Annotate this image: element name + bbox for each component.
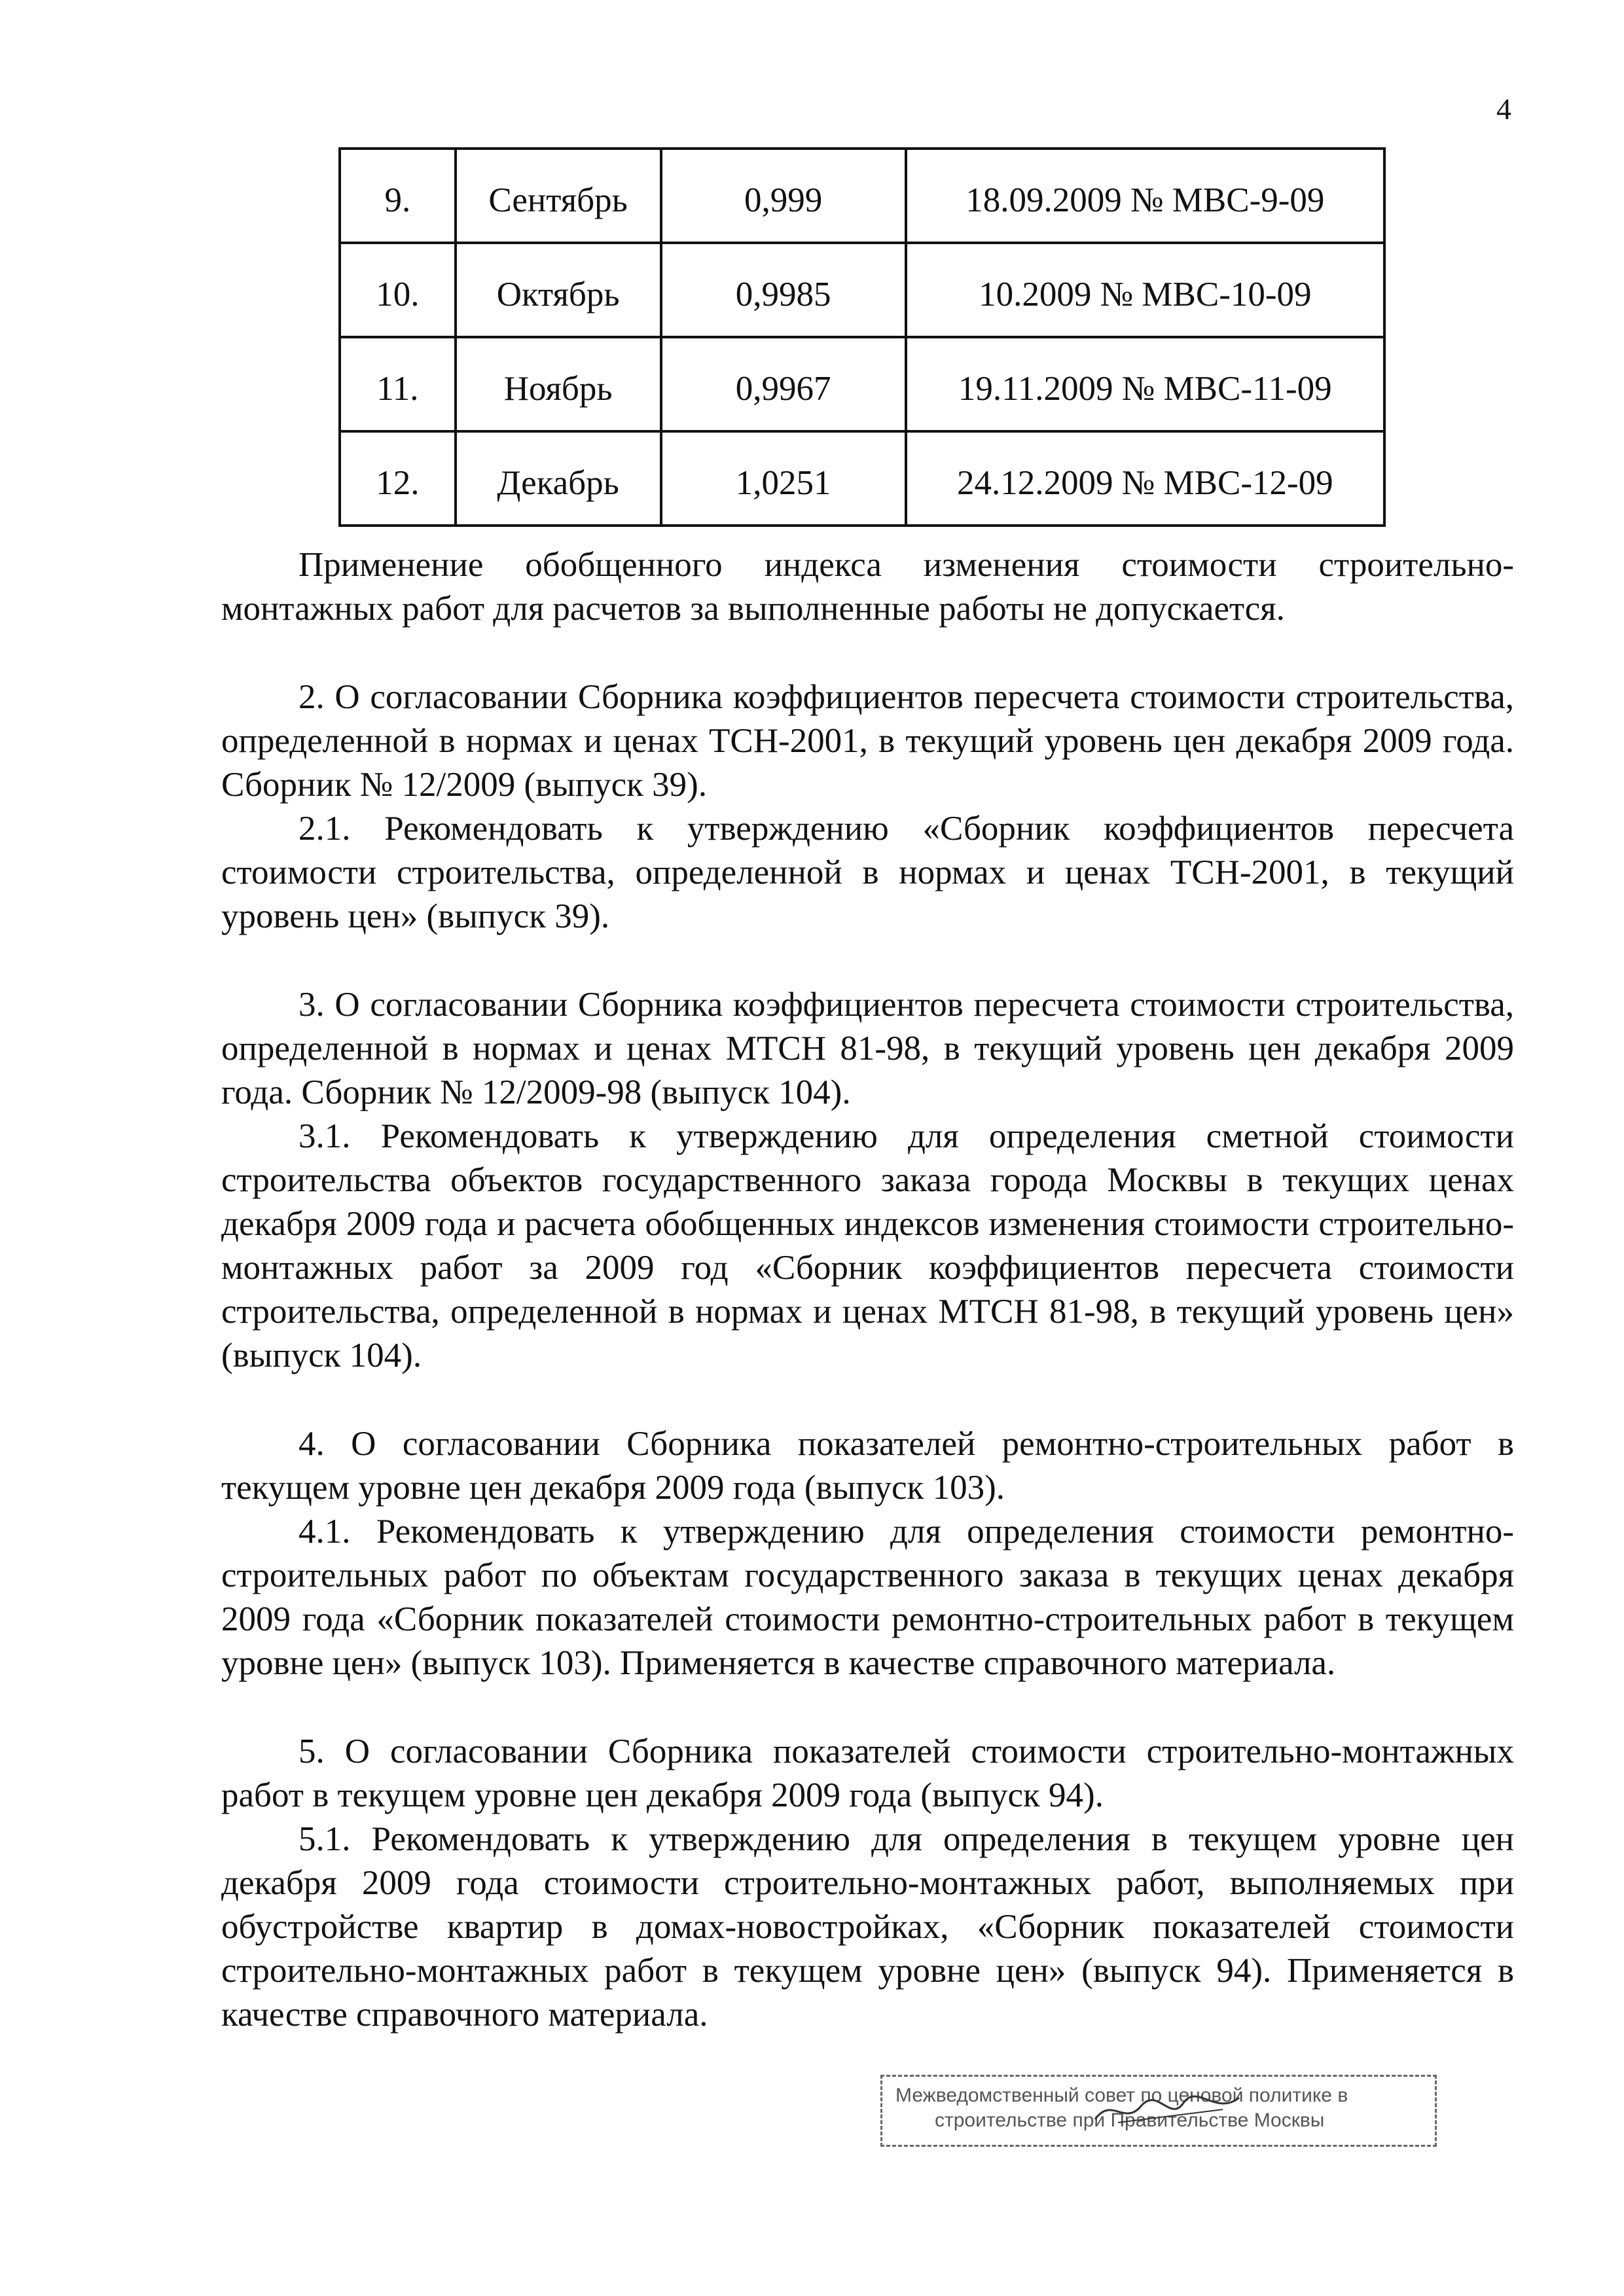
page-number: 4 [1496, 92, 1511, 126]
document-cell: 24.12.2009 № МВС-12-09 [906, 431, 1384, 526]
index-cell: 0,9967 [661, 337, 906, 431]
paragraph-item-4-1: 4.1. Рекомендовать к утверждению для определения стоимости ремонтно-строительных работ по объектам государственного заказа в текущих ценах декабря 2009 года «Сборник показателей стоимости ремонтно-строительных работ в текущем уровне цен» (выпуск 103). Применяется в качестве справочного материала. [221, 1513, 1514, 1682]
row-number: 12. [340, 431, 456, 526]
stamp-line-2: строительстве при Правительстве Москвы [935, 2109, 1325, 2131]
table-row [340, 337, 1384, 431]
paragraph-item-5-1: 5.1. Рекомендовать к утверждению для определения в текущем уровне цен декабря 2009 года стоимости строительно-монтажных работ, выполняемых при обустройстве квартир в домах-новостройках, «Сборник показателей стоимости строительно-монтажных работ в текущем уровне цен» (выпуск 94). Применяется в качестве справочного материала. [221, 1820, 1514, 2034]
council-stamp [880, 2075, 1437, 2147]
paragraph-item-2: 2. О согласовании Сборника коэффициентов пересчета стоимости строительства, определенной в нормах и ценах ТСН-2001, в текущий уровень цен декабря 2009 года. Сборник № 12/2009 (выпуск 39). [221, 678, 1514, 804]
index-cell: 0,999 [661, 149, 906, 243]
row-number: 11. [340, 337, 456, 431]
document-cell: 18.09.2009 № МВС-9-09 [906, 149, 1384, 243]
document-body [221, 543, 1514, 2037]
document-cell: 19.11.2009 № МВС-11-09 [906, 337, 1384, 431]
row-number: 10. [340, 243, 456, 337]
index-cell: 1,0251 [661, 431, 906, 526]
table-row [340, 243, 1384, 337]
paragraph-item-4: 4. О согласовании Сборника показателей ремонтно-строительных работ в текущем уровне цен декабря 2009 года (выпуск 103). [221, 1425, 1514, 1507]
month-cell: Сентябрь [456, 149, 661, 243]
index-cell: 0,9985 [661, 243, 906, 337]
month-cell: Ноябрь [456, 337, 661, 431]
month-cell: Октябрь [456, 243, 661, 337]
signature-icon [1092, 2090, 1242, 2129]
paragraph-restriction: Применение обобщенного индекса изменения стоимости строительно-монтажных работ для расчетов за выполненные работы не допускается. [221, 546, 1514, 628]
month-cell: Декабрь [456, 431, 661, 526]
row-number: 9. [340, 149, 456, 243]
stamp-line-1: Межведомственный совет по ценовой политике в [895, 2085, 1348, 2106]
document-cell: 10.2009 № МВС-10-09 [906, 243, 1384, 337]
paragraph-item-3-1: 3.1. Рекомендовать к утверждению для определения сметной стоимости строительства объектов государственного заказа города Москвы в текущих ценах декабря 2009 года и расчета обобщенных индексов изменения стоимости строительно-монтажных работ за 2009 год «Сборник коэффициентов пересчета стоимости строительства, определенной в нормах и ценах МТСН 81-98, в текущий уровень цен» (выпуск 104). [221, 1117, 1514, 1374]
paragraph-item-2-1: 2.1. Рекомендовать к утверждению «Сборник коэффициентов пересчета стоимости строительства, определенной в нормах и ценах ТСН-2001, в текущий уровень цен» (выпуск 39). [221, 810, 1514, 935]
paragraph-item-3: 3. О согласовании Сборника коэффициентов пересчета стоимости строительства, определенной в нормах и ценах МТСН 81-98, в текущий уровень цен декабря 2009 года. Сборник № 12/2009-98 (выпуск 104). [221, 986, 1514, 1111]
paragraph-item-5: 5. О согласовании Сборника показателей стоимости строительно-монтажных работ в текущем уровне цен декабря 2009 года (выпуск 94). [221, 1732, 1514, 1814]
index-table [338, 147, 1386, 527]
table-row [340, 149, 1384, 243]
table-row [340, 431, 1384, 526]
